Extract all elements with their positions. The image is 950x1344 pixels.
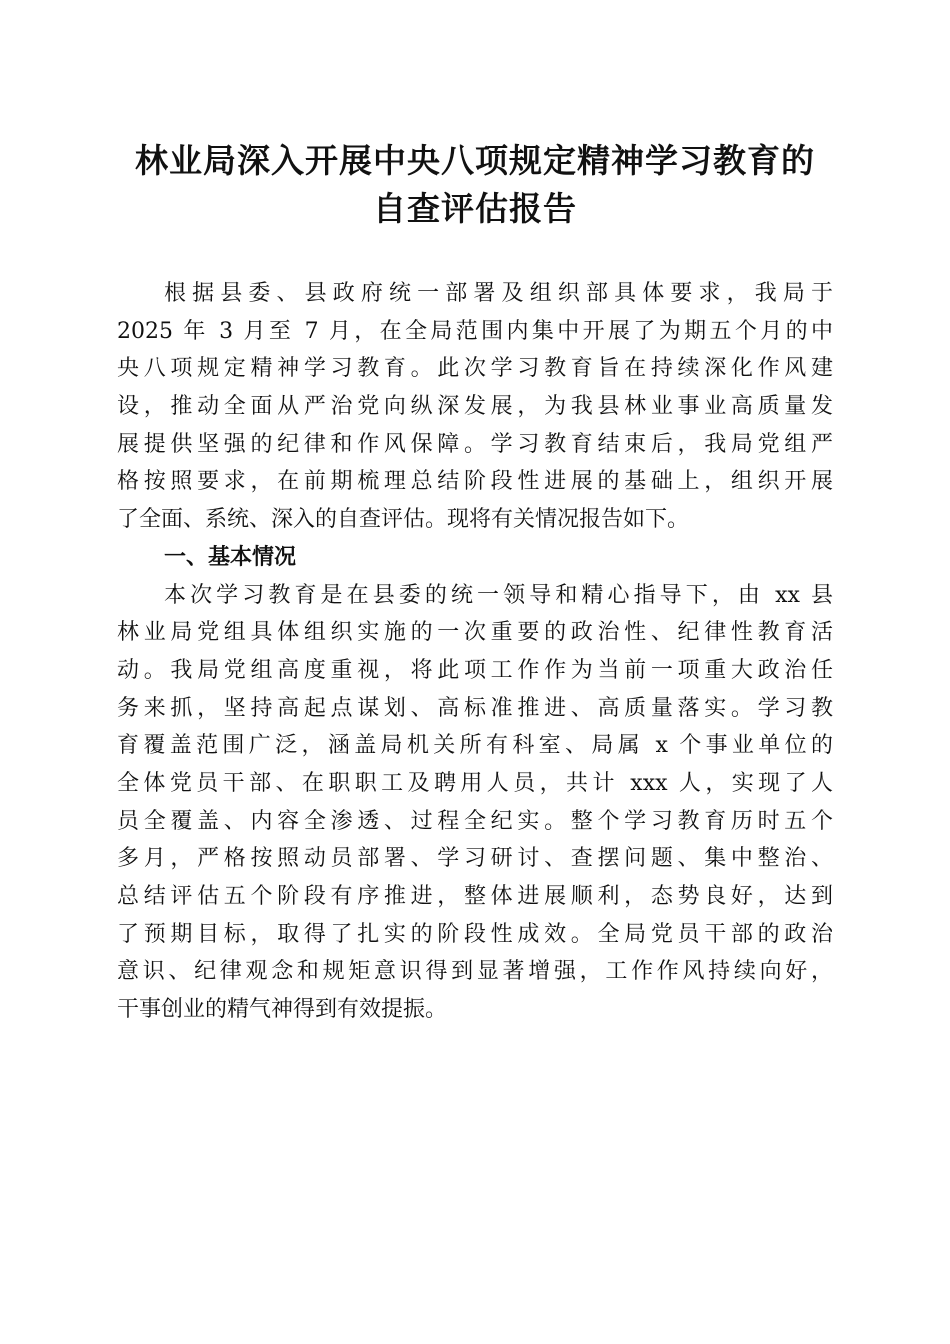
document-body [117,275,833,1029]
paragraph-2-line: 意识、纪律观念和规矩意识得到显著增强，工作作风持续向好， [117,959,833,985]
title-line-1: 林业局深入开展中央八项规定精神学习教育的 [135,141,815,180]
paragraph-2-line: 员全覆盖、内容全渗透、过程全纪实。整个学习教育历时五个 [117,808,833,834]
paragraph-2-line: 多月，严格按照动员部署、学习研讨、查摆问题、集中整治、 [117,846,833,872]
paragraph-1-line: 央八项规定精神学习教育。此次学习教育旨在持续深化作风建 [117,356,833,382]
section-1-heading: 一、基本情况 [164,544,297,570]
paragraph-2-line: 干事创业的精气神得到有效提振。 [117,997,448,1023]
document-title [60,137,890,233]
paragraph-2-line: 总结评估五个阶段有序推进，整体进展顺利，态势良好，达到 [117,884,833,909]
paragraph-2-line: 务来抓，坚持高起点谋划、高标准推进、高质量落实。学习教 [117,695,833,721]
paragraph-2-line: 本次学习教育是在县委的统一领导和精心指导下，由 xx 县 [164,582,833,608]
paragraph-1-line: 了全面、系统、深入的自查评估。现将有关情况报告如下。 [117,507,690,533]
paragraph-1-line: 设，推动全面从严治党向纵深发展，为我县林业事业高质量发 [117,394,833,420]
paragraph-2-line: 了预期目标，取得了扎实的阶段性成效。全局党员干部的政治 [117,921,833,947]
paragraph-2-line: 林业局党组具体组织实施的一次重要的政治性、纪律性教育活 [117,620,833,646]
paragraph-2-line: 育覆盖范围广泛，涵盖局机关所有科室、局属 x 个事业单位的 [117,733,833,759]
paragraph-2-line: 全体党员干部、在职职工及聘用人员，共计 xxx 人，实现了人 [117,770,833,796]
paragraph-1-line: 2025 年 3 月至 7 月，在全局范围内集中开展了为期五个月的中 [117,318,833,344]
paragraph-1-line: 格按照要求，在前期梳理总结阶段性进展的基础上，组织开展 [117,469,833,495]
paragraph-2-line: 动。我局党组高度重视，将此项工作作为当前一项重大政治任 [117,657,833,683]
title-line-2: 自查评估报告 [373,189,577,228]
paragraph-1-line: 根据县委、县政府统一部署及组织部具体要求，我局于 [164,281,833,306]
paragraph-1-line: 展提供坚强的纪律和作风保障。学习教育结束后，我局党组严 [117,431,833,457]
